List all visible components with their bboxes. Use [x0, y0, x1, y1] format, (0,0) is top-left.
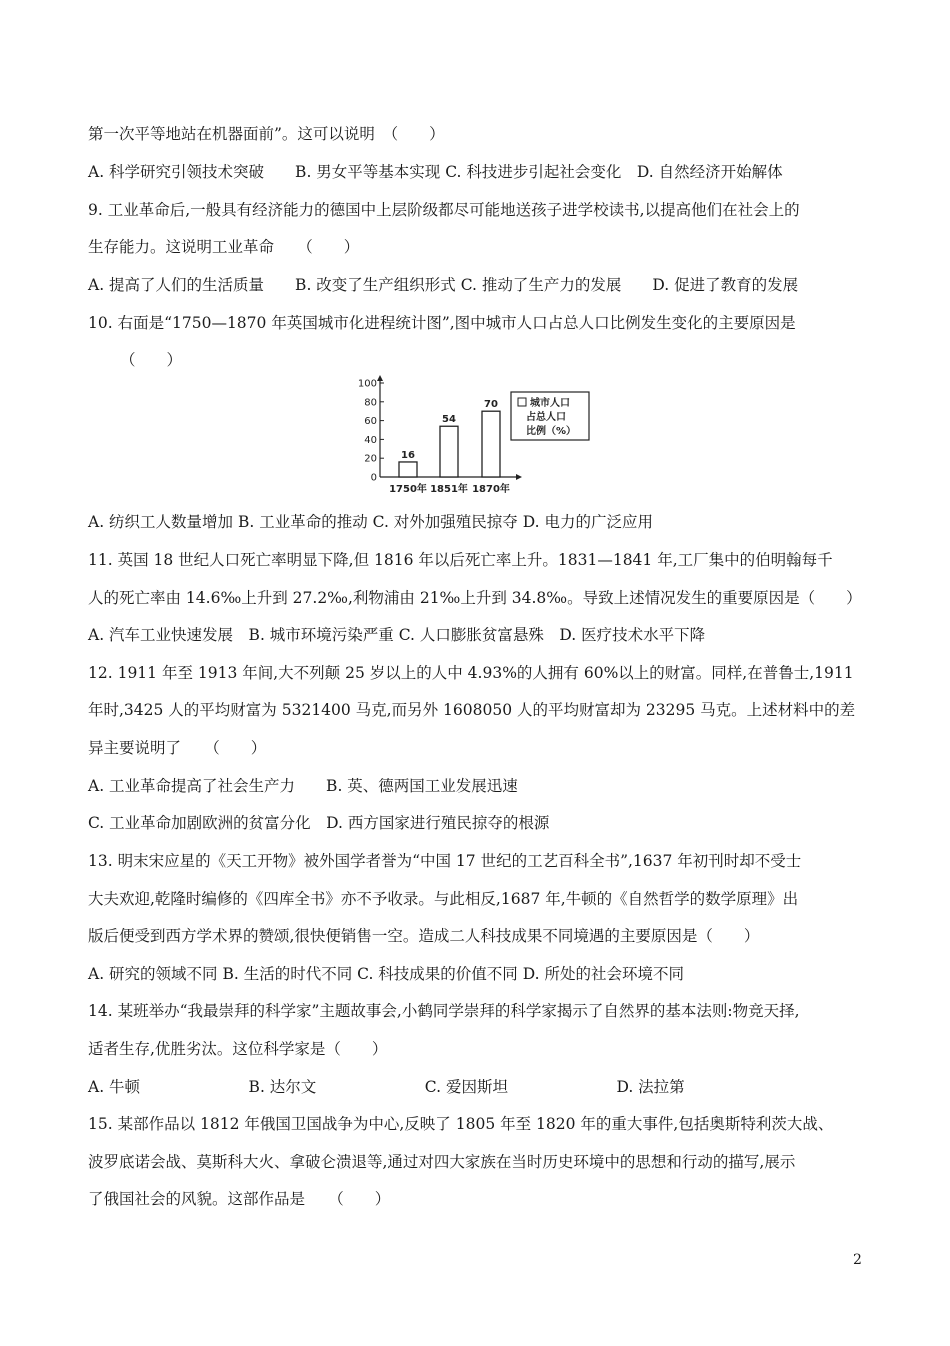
page-number: 2 [853, 1252, 862, 1268]
x-tick-label: 1750年 [389, 484, 427, 495]
text-line: 10. 右面是“1750—1870 年英国城市化进程统计图”,图中城市人口占总人口比例发生变化的主要原因是 [88, 314, 796, 332]
y-tick-label: 80 [364, 397, 377, 409]
text-line: 11. 英国 18 世纪人口死亡率明显下降,但 1816 年以后死亡率上升。1831—1841 年,工厂集中的伯明翰每千 [88, 551, 833, 569]
text-line: 波罗底诺会战、莫斯科大火、拿破仑溃退等,通过对四大家族在当时历史环境中的思想和行动的描写,展示 [88, 1153, 796, 1171]
y-tick-label: 0 [370, 472, 377, 484]
legend-label: 比例（%） [526, 426, 577, 437]
text-line: 适者生存,优胜劣汰。这位科学家是（ ） [88, 1040, 388, 1058]
text-line: 生存能力。这说明工业革命 （ ） [88, 238, 360, 256]
answer-bracket: （ ） [120, 351, 183, 369]
legend-label: 城市人口 [530, 398, 570, 409]
text-line: 15. 某部作品以 1812 年俄国卫国战争为中心,反映了 1805 年至 1820 年的重大事件,包括奥斯特利茨大战、 [88, 1115, 834, 1133]
text-line: 第一次平等地站在机器面前”。这可以说明 （ ） [88, 125, 445, 143]
text-line: 大夫欢迎,乾隆时编修的《四库全书》亦不予收录。与此相反,1687 年,牛顿的《自然哲学的数学原理》出 [88, 890, 799, 908]
text-line: 年时,3425 人的平均财富为 5321400 马克,而另外 1608050 人的平均财富却为 23295 马克。上述材料中的差 [88, 701, 856, 719]
y-tick-label: 40 [364, 434, 377, 446]
x-tick-label: 1870年 [472, 484, 510, 495]
option-line: A. 汽车工业快速发展 B. 城市环境污染严重 C. 人口膨胀贫富悬殊 D. 医疗技术水平下降 [88, 626, 706, 644]
text-line: 人的死亡率由 14.6‰上升到 27.2‰,利物浦由 21‰上升到 34.8‰。导致上述情况发生的重要原因是（ ） [88, 589, 862, 607]
y-tick-label: 20 [364, 453, 377, 465]
bar [482, 411, 500, 477]
bar-value-label: 54 [442, 414, 456, 426]
text-line: 版后便受到西方学术界的赞颂,很快便销售一空。造成二人科技成果不同境遇的主要原因是（ ） [88, 927, 760, 945]
bar-value-label: 16 [401, 449, 415, 461]
option-line: A. 科学研究引领技术突破 B. 男女平等基本实现 C. 科技进步引起社会变化 D. 自然经济开始解体 [88, 163, 783, 181]
bar [440, 426, 458, 477]
text-line: 14. 某班举办“我最崇拜的科学家”主题故事会,小鹤同学崇拜的科学家揭示了自然界的基本法则:物竞天择, [88, 1002, 800, 1020]
text-line: 异主要说明了 （ ） [88, 739, 267, 757]
bar-value-label: 70 [484, 399, 498, 411]
y-tick-label: 60 [364, 416, 377, 428]
x-tick-label: 1851年 [430, 484, 468, 495]
option-line: A. 工业革命提高了社会生产力 B. 英、德两国工业发展迅速 [88, 777, 518, 795]
urbanization-bar-chart [357, 375, 600, 500]
option-line: A. 研究的领域不同 B. 生活的时代不同 C. 科技成果的价值不同 D. 所处的社会环境不同 [88, 965, 684, 983]
legend-swatch [518, 398, 526, 406]
option-line: A. 提高了人们的生活质量 B. 改变了生产组织形式 C. 推动了生产力的发展 D. 促进了教育的发展 [88, 276, 799, 294]
legend-label: 占总人口 [526, 412, 566, 423]
text-line: 了俄国社会的风貌。这部作品是 （ ） [88, 1190, 391, 1208]
y-tick-label: 100 [357, 378, 377, 390]
text-line: 9. 工业革命后,一般具有经济能力的德国中上层阶级都尽可能地送孩子进学校读书,以提高他们在社会上的 [88, 201, 800, 219]
option-line: A. 牛顿 B. 达尔文 C. 爱因斯坦 D. 法拉第 [88, 1078, 685, 1096]
bar [399, 462, 417, 477]
option-line: C. 工业革命加剧欧洲的贫富分化 D. 西方国家进行殖民掠夺的根源 [88, 814, 550, 832]
text-line: 12. 1911 年至 1913 年间,大不列颠 25 岁以上的人中 4.93%的人拥有 60%以上的财富。同样,在普鲁士,1911 [88, 664, 854, 682]
x-axis-arrow [516, 474, 522, 480]
y-axis-arrow [377, 375, 383, 381]
option-line: A. 纺织工人数量增加 B. 工业革命的推动 C. 对外加强殖民掠夺 D. 电力的广泛应用 [88, 513, 653, 531]
text-line: 13. 明末宋应星的《天工开物》被外国学者誉为“中国 17 世纪的工艺百科全书”,1637 年初刊时却不受士 [88, 852, 802, 870]
